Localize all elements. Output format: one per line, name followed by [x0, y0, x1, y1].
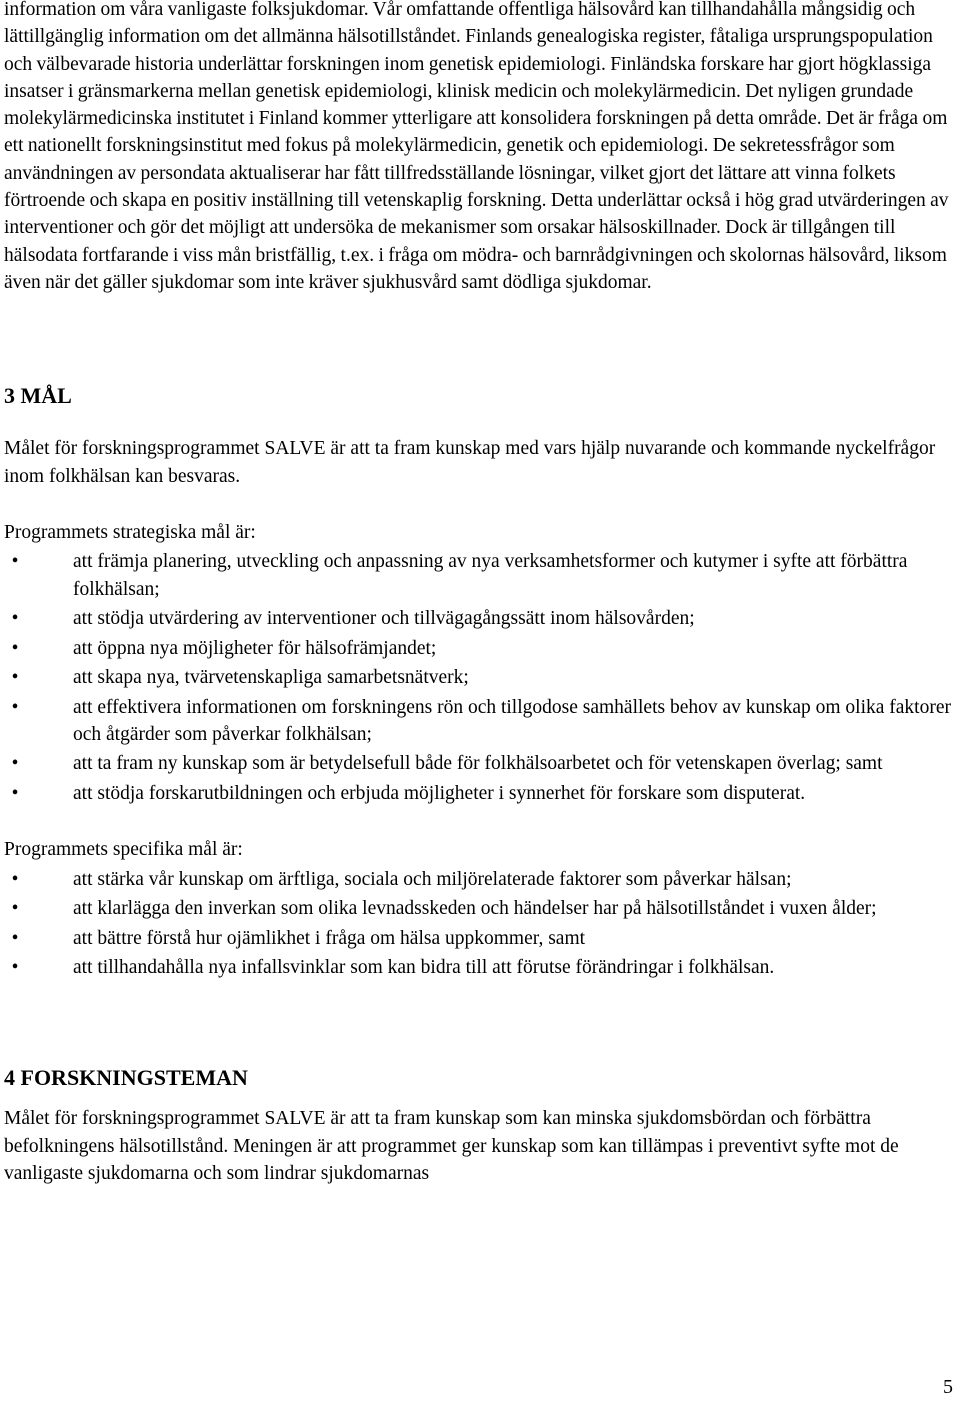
bullet-icon: • [11, 637, 19, 659]
bullet-icon: • [11, 868, 19, 890]
section-4-text: Målet för forskningsprogrammet SALVE är att ta fram kunskap som kan minska sjukdomsbördan och förbättra befolkningens hälsotillstånd. Meningen är att programmet ger kunskap som kan tillämpas i preventivt syfte mot de vanligaste sjukdomarna och som lindrar sjukdomarnas [4, 1108, 899, 1184]
list-item [4, 694, 954, 749]
list-item [4, 605, 954, 632]
list-item-text: att tillhandahålla nya infallsvinklar som kan bidra till att förutse förändringar i folkhälsan. [73, 957, 775, 979]
list-item-text: att stärka vår kunskap om ärftliga, sociala och miljörelaterade faktorer som påverkar hälsan; [73, 868, 792, 890]
list-item-text: att ta fram ny kunskap som är betydelsefull både för folkhälsoarbetet och för vetenskapen överlag; samt [73, 753, 883, 775]
list-item [4, 954, 954, 981]
bullet-icon: • [11, 957, 19, 979]
bullet-icon: • [11, 753, 19, 775]
list-item-text: att effektivera informationen om forskningens rön och tillgodose samhällets behov av kunskap om olika faktorer och åtgärder som påverkar folkhälsan; [73, 696, 951, 745]
list-item-text: att stödja forskarutbildningen och erbjuda möjligheter i synnerhet för forskare som disputerat. [73, 782, 806, 804]
bullet-icon: • [11, 696, 19, 718]
section-4-heading: 4 FORSKNINGSTEMAN [4, 1065, 248, 1091]
intro-paragraph: information om våra vanligaste folksjukdomar. Vår omfattande offentliga hälsovård kan tillhandahålla mångsidig och lättillgänglig information om det allmänna hälsotillståndet. Finlands genealogiska register, fåtaliga ursprungspopulation och välbevarade historia underlättar forskningen inom genetisk epidemiologi. Finländska forskare har gjort högklassiga insatser i gränsmarkerna mellan genetisk epidemiologi, klinisk medicin och molekylärmedicin. Det nyligen grundade molekylärmedicinska institutet i Finland kommer ytterligare att konsolidera forskningen på detta område. Det är fråga om ett nationellt forskningsinstitut med fokus på molekylärmedicin, genetik och epidemiologi. De sekretessfrågor som användningen av persondata aktualiserar har fått tillfredsställande lösningar, vilket gjort det lättare att vinna folkets förtroende och skapa en positiv inställning till vetenskaplig forskning. Detta underlättar också i hög grad utvärderingen av interventioner och gör det möjligt att undersöka de mekanismer som orsakar hälsoskillnader. Dock är tillgången till hälsodata fortfarande i viss mån bristfällig, t.ex. i fråga om mödra- och barnrådgivningen och skolornas hälsovård, liksom även när det gäller sjukdomar som inte kräver sjukhusvård samt dödliga sjukdomar. [4, 0, 949, 293]
section-3-goal-text: Målet för forskningsprogrammet SALVE är att ta fram kunskap med vars hjälp nuvarande och kommande nyckelfrågor inom folkhälsan kan besvaras. [4, 438, 936, 487]
list-item [4, 664, 954, 691]
list-item-text: att bättre förstå hur ojämlikhet i fråga om hälsa uppkommer, samt [73, 927, 586, 949]
section-3-heading: 3 MÅL [4, 383, 72, 409]
strategic-goals-list [4, 548, 954, 807]
list-item-text: att klarlägga den inverkan som olika levnadsskeden och händelser har på hälsotillståndet i vuxen ålder; [73, 898, 877, 920]
specific-goals-intro: Programmets specifika mål är: [4, 839, 243, 861]
bullet-icon: • [11, 608, 19, 630]
list-item [4, 780, 954, 807]
list-item-text: att stödja utvärdering av interventioner och tillvägagångssätt inom hälsovården; [73, 608, 695, 630]
strategic-goals-intro: Programmets strategiska mål är: [4, 521, 256, 543]
document-page [4, 0, 954, 1187]
list-item [4, 895, 954, 922]
bullet-icon: • [11, 667, 19, 689]
bullet-icon: • [11, 898, 19, 920]
list-item-text: att öppna nya möjligheter för hälsofrämjandet; [73, 637, 437, 659]
bullet-icon: • [11, 551, 19, 573]
specific-goals-list [4, 866, 954, 982]
bullet-icon: • [11, 927, 19, 949]
list-item [4, 925, 954, 952]
list-item-text: att skapa nya, tvärvetenskapliga samarbetsnätverk; [73, 667, 469, 689]
list-item [4, 548, 954, 603]
page-number: 5 [943, 1376, 953, 1398]
list-item [4, 750, 954, 777]
list-item [4, 866, 954, 893]
bullet-icon: • [11, 782, 19, 804]
list-item [4, 635, 954, 662]
list-item-text: att främja planering, utveckling och anpassning av nya verksamhetsformer och kutymer i syfte att förbättra folkhälsan; [73, 551, 908, 600]
